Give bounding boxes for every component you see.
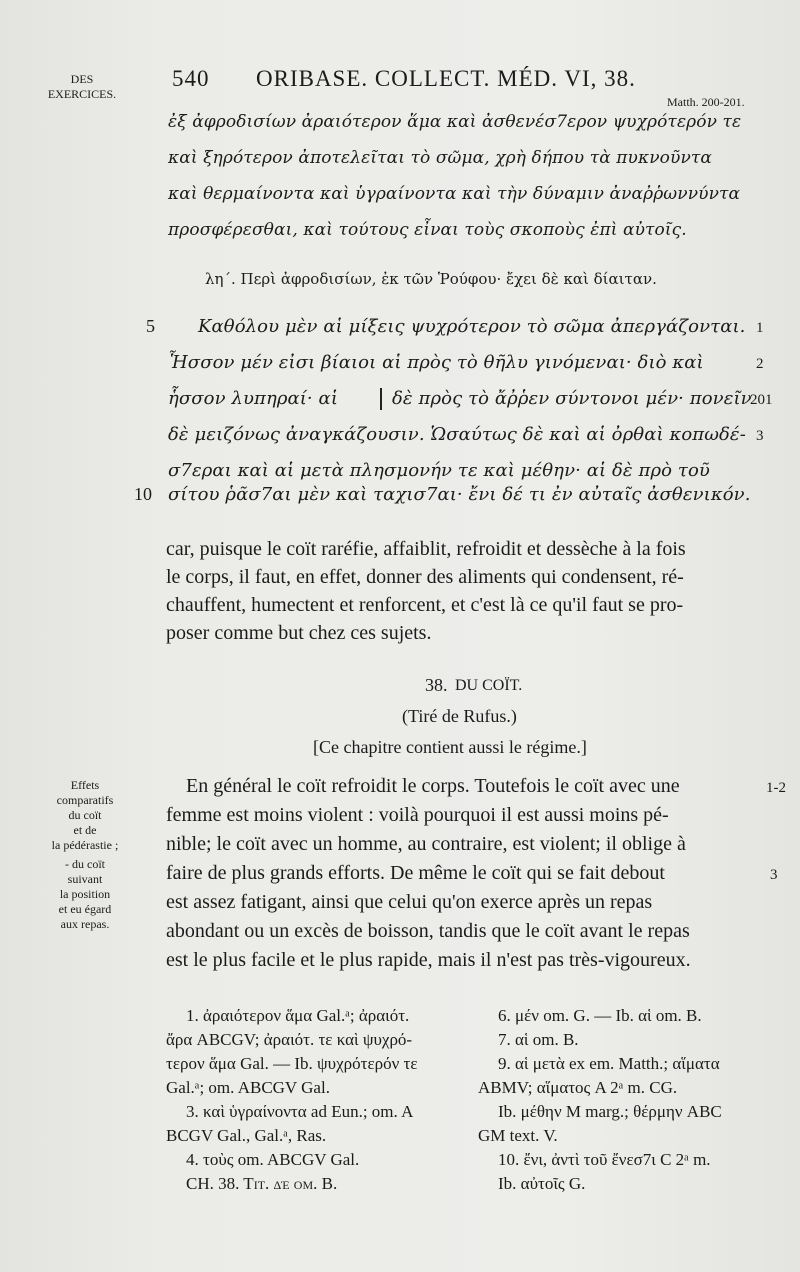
chapter-number: 38. — [425, 675, 448, 695]
footnote-line: Ib. μέθην M marg.; θέρμην ABC — [498, 1102, 722, 1121]
french-body-line: nible; le coït avec un homme, au contraire, est violent; il oblige à — [166, 833, 686, 855]
greek-chapter-line: ἧσσον λυπηραί· αἱ — [168, 388, 338, 409]
margin-ref: 1 — [756, 320, 764, 336]
greek-chapter-line: σ7εραι καὶ αἱ μετὰ πλησμονήν τε καὶ μέθην· αἱ δὲ πρὸ τοῦ — [168, 460, 710, 481]
footnote-line: ἄρα ABCGV; ἀραιότ. τε καὶ ψυχρό- — [166, 1030, 413, 1049]
column-break-rule — [380, 388, 382, 410]
side-note-line: la position — [59, 887, 111, 901]
footnote-line: τερον ἅμα Gal. — Ib. ψυχρότερόν τε — [166, 1054, 418, 1073]
footnote-line: BCGV Gal., Gal.ᵃ, Ras. — [166, 1126, 327, 1145]
footnote-line: Gal.ᵃ; om. ABCGV Gal. — [166, 1078, 330, 1097]
french-top-line: poser comme but chez ces sujets. — [166, 622, 432, 644]
chapter-source: (Tiré de Rufus.) — [402, 706, 517, 726]
greek-chapter-line: Καθόλου μὲν αἱ μίξεις ψυχρότερον τὸ σῶμα ἀπεργάζονται. — [198, 316, 746, 337]
greek-chapter-line: δὲ μειζόνως ἀναγκάζουσιν. Ὡσαύτως δὲ καὶ αἱ ὀρθαὶ κοπωδέ- — [168, 424, 746, 445]
line-number: 10 — [134, 484, 152, 504]
side-note-line: comparatifs — [56, 793, 114, 807]
side-note-line: et eu égard — [58, 902, 112, 916]
running-title: ORIBASE. COLLECT. MÉD. VI, 38. — [256, 66, 636, 91]
greek-top-line: ἐξ ἀφροδισίων ἀραιότερον ἅμα καὶ ἀσθενέσ7ερον ψυχρότερόν τε — [168, 112, 742, 132]
margin-ref: 201 — [750, 392, 773, 408]
greek-chapter-line-cont: δὲ πρὸς τὸ ἄῤῥεν σύντονοι μέν· πονεῖν — [392, 388, 752, 409]
footnote-line: GM text. V. — [478, 1126, 558, 1145]
side-note-line: du coït — [68, 808, 102, 822]
footnote-line: CH. 38. Tit. δέ om. B. — [186, 1174, 338, 1193]
greek-chapter-line: σίτου ῥᾶσ7αι μὲν καὶ ταχισ7αι· ἔνι δέ τι ἐν αὐταῖς ἀσθενικόν. — [168, 484, 751, 505]
side-note-line: la pédérastie ; — [51, 838, 119, 852]
french-body-line: En général le coït refroidit le corps. Toutefois le coït avec une — [186, 775, 680, 797]
page-number: 540 — [172, 66, 210, 91]
french-body-line: est le plus facile et le plus rapide, mais il n'est pas très-vigoureux. — [166, 949, 691, 971]
footnote-line: 6. μέν om. G. — Ib. αἱ om. B. — [498, 1006, 702, 1025]
margin-ref: 1-2 — [766, 780, 786, 796]
chapter-note: [Ce chapitre contient aussi le régime.] — [313, 737, 587, 757]
margin-ref: 3 — [770, 867, 778, 883]
french-body-line: abondant ou un excès de boisson, tandis que le coït avant le repas — [166, 920, 690, 942]
footnote-line: 7. αἱ om. B. — [498, 1030, 579, 1049]
footnote-line: 10. ἔνι, ἀντὶ τοῦ ἔνεσ7ι C 2ᵃ m. — [498, 1150, 711, 1169]
line-number: 5 — [146, 316, 155, 336]
footnote-line: 1. ἀραιότερον ἅμα Gal.ᵃ; ἀραιότ. — [186, 1006, 410, 1025]
side-header — [42, 72, 122, 102]
margin-ref: 2 — [756, 356, 764, 372]
footnote-line: 9. αἱ μετὰ ex em. Matth.; αἵματα — [498, 1054, 720, 1073]
french-body-line: faire de plus grands efforts. De même le coït qui se fait debout — [166, 862, 665, 884]
side-note-line: - du coït — [65, 857, 105, 871]
greek-top-line: καὶ θερμαίνοντα καὶ ὑγραίνοντα καὶ τὴν δύναμιν ἀναῤῥωννύντα — [168, 184, 741, 204]
footnote-line: 4. τοὺς om. ABCGV Gal. — [186, 1150, 360, 1169]
french-body-line: est assez fatigant, ainsi que celui qu'on exerce après un repas — [166, 891, 653, 913]
chapter-title: DU COÏT. — [455, 677, 523, 694]
french-top-line: chauffent, humectent et renforcent, et c'est là ce qu'il faut se pro- — [166, 594, 684, 616]
footnote-line: ABMV; αἵματος A 2ᵃ m. CG. — [478, 1078, 678, 1097]
greek-top-line: καὶ ξηρότερον ἀποτελεῖται τὸ σῶμα, χρὴ δήπου τὰ πυκνοῦντα — [168, 148, 712, 168]
greek-chapter-line: Ἧσσον μέν εἰσι βίαιοι αἱ πρὸς τὸ θῆλυ γινόμεναι· διὸ καὶ — [168, 352, 704, 373]
side-note-line: suivant — [67, 872, 103, 886]
margin-ref: 3 — [756, 428, 764, 444]
side-note-line: aux repas. — [60, 917, 110, 931]
french-body-line: femme est moins violent : voilà pourquoi il est aussi moins pé- — [166, 804, 669, 826]
footnote-line: Ib. αὐτοῖς G. — [498, 1174, 586, 1193]
french-top-line: le corps, il faut, en effet, donner des aliments qui condensent, ré- — [166, 566, 684, 588]
side-note-line: et de — [73, 823, 97, 837]
side-note — [30, 778, 140, 932]
greek-top-line: προσφέρεσθαι, καὶ τούτους εἶναι τοὺς σκοποὺς ἐπὶ αὐτοῖς. — [168, 220, 687, 240]
side-header-line2: EXERCICES. — [47, 87, 117, 101]
greek-chapter-title: λη΄. Περὶ ἀφροδισίων, ἐκ τῶν Ῥούφου· ἔχει δὲ καὶ δίαιταν. — [205, 270, 657, 288]
side-header-line1: DES — [70, 72, 94, 86]
matth-reference: Matth. 200-201. — [667, 95, 745, 109]
french-top-line: car, puisque le coït raréfie, affaiblit, refroidit et dessèche à la fois — [166, 538, 686, 560]
footnote-line: 3. καὶ ὑγραίνοντα ad Eun.; om. A — [186, 1102, 414, 1121]
side-note-line: Effets — [70, 778, 100, 792]
